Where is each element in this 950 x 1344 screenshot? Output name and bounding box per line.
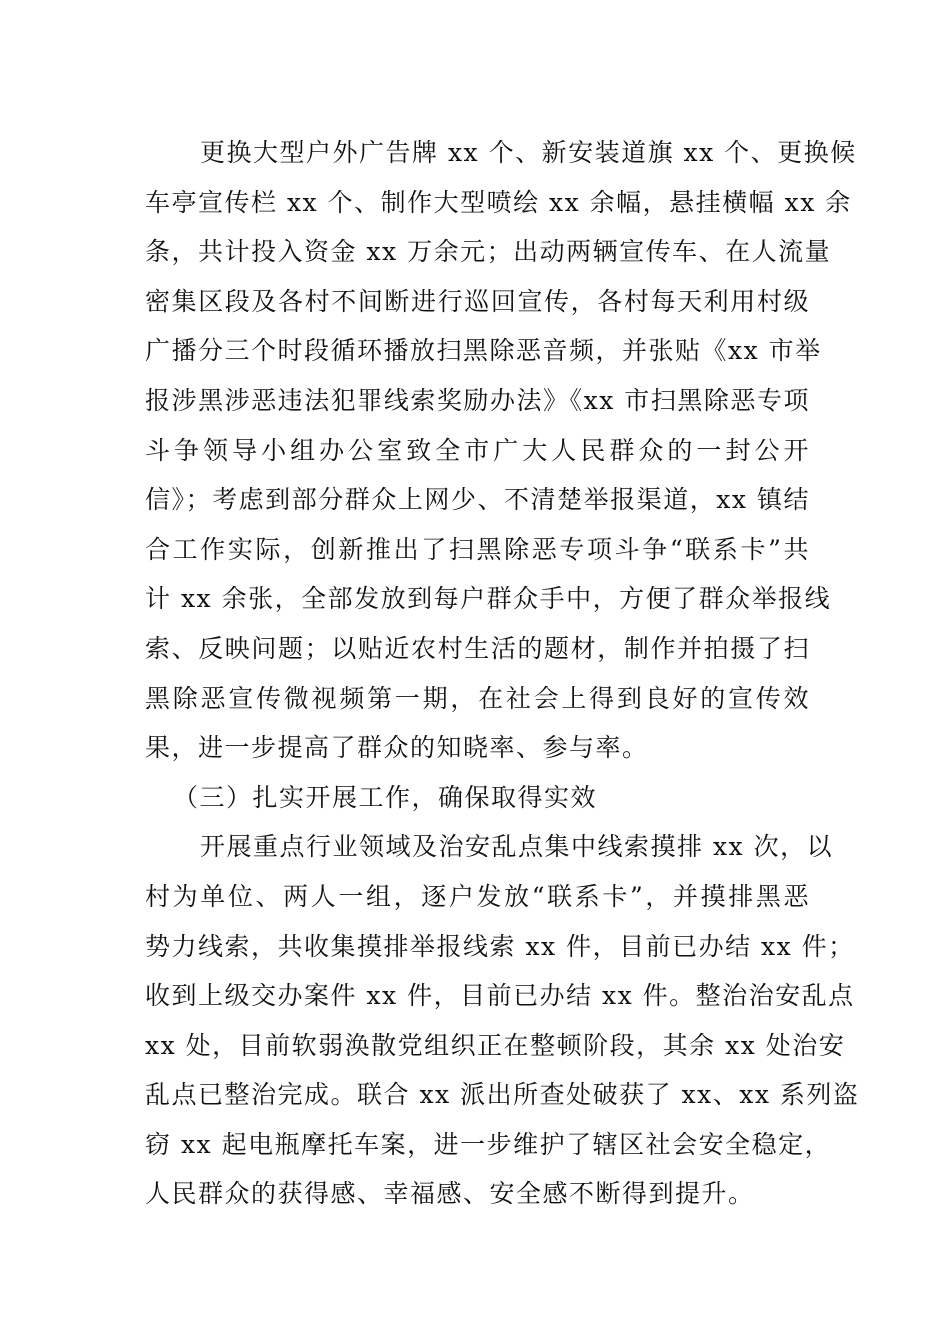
paragraph-line: 条，共计投入资金 xx 万余元；出动两辆宣传车、在人流量: [145, 237, 832, 267]
paragraph-line: 乱点已整治完成。联合 xx 派出所查处破获了 xx、xx 系列盗: [145, 1080, 860, 1110]
paragraph-line: 密集区段及各村不间断进行巡回宣传，各村每天利用村级: [145, 286, 810, 316]
paragraph-line: 人民群众的获得感、幸福感、安全感不断得到提升。: [145, 1179, 755, 1209]
paragraph-line: 广播分三个时段循环播放扫黑除恶音频，并张贴《xx 市举: [145, 336, 822, 366]
paragraph-line: 收到上级交办案件 xx 件，目前已办结 xx 件。整治治安乱点: [145, 981, 855, 1011]
paragraph-line: 合工作实际，创新推出了扫黑除恶专项斗争“联系卡”共: [145, 534, 810, 564]
paragraph-line: xx 处，目前软弱涣散党组织正在整顿阶段，其余 xx 处治安: [145, 1030, 846, 1060]
paragraph-propaganda: [145, 128, 860, 1219]
paragraph-line: 车亭宣传栏 xx 个、制作大型喷绘 xx 余幅，悬挂横幅 xx 余: [145, 187, 852, 217]
paragraph-line: 更换大型户外广告牌 xx 个、新安装道旗 xx 个、更换候: [200, 138, 857, 167]
paragraph-line: 索、反映问题；以贴近农村生活的题材，制作并拍摄了扫: [145, 633, 810, 663]
paragraph-line: 信》；考虑到部分群众上网少、不清楚举报渠道，xx 镇结: [145, 485, 810, 515]
paragraph-line: 村为单位、两人一组，逐户发放“联系卡”，并摸排黑恶: [145, 881, 810, 911]
paragraph-line: 窃 xx 起电瓶摩托车案，进一步维护了辖区社会安全稳定，: [145, 1129, 832, 1159]
paragraph-line: 开展重点行业领域及治安乱点集中线索摸排 xx 次，以: [200, 832, 834, 862]
paragraph-line: 计 xx 余张，全部发放到每户群众手中，方便了群众举报线: [145, 584, 832, 614]
paragraph-line: 势力线索，共收集摸排举报线索 xx 件，目前已办结 xx 件；: [145, 931, 855, 961]
paragraph-line: 报涉黑涉恶违法犯罪线索奖励办法》《xx 市扫黑除恶专项: [145, 385, 810, 415]
section-heading: （三）扎实开展工作，确保取得实效: [173, 782, 598, 812]
paragraph-line: 果，进一步提高了群众的知晓率、参与率。: [145, 733, 649, 763]
paragraph-line: 斗争领导小组办公室致全市广大人民群众的一封公开: [145, 435, 810, 465]
paragraph-line: 黑除恶宣传微视频第一期，在社会上得到良好的宣传效: [145, 683, 810, 713]
